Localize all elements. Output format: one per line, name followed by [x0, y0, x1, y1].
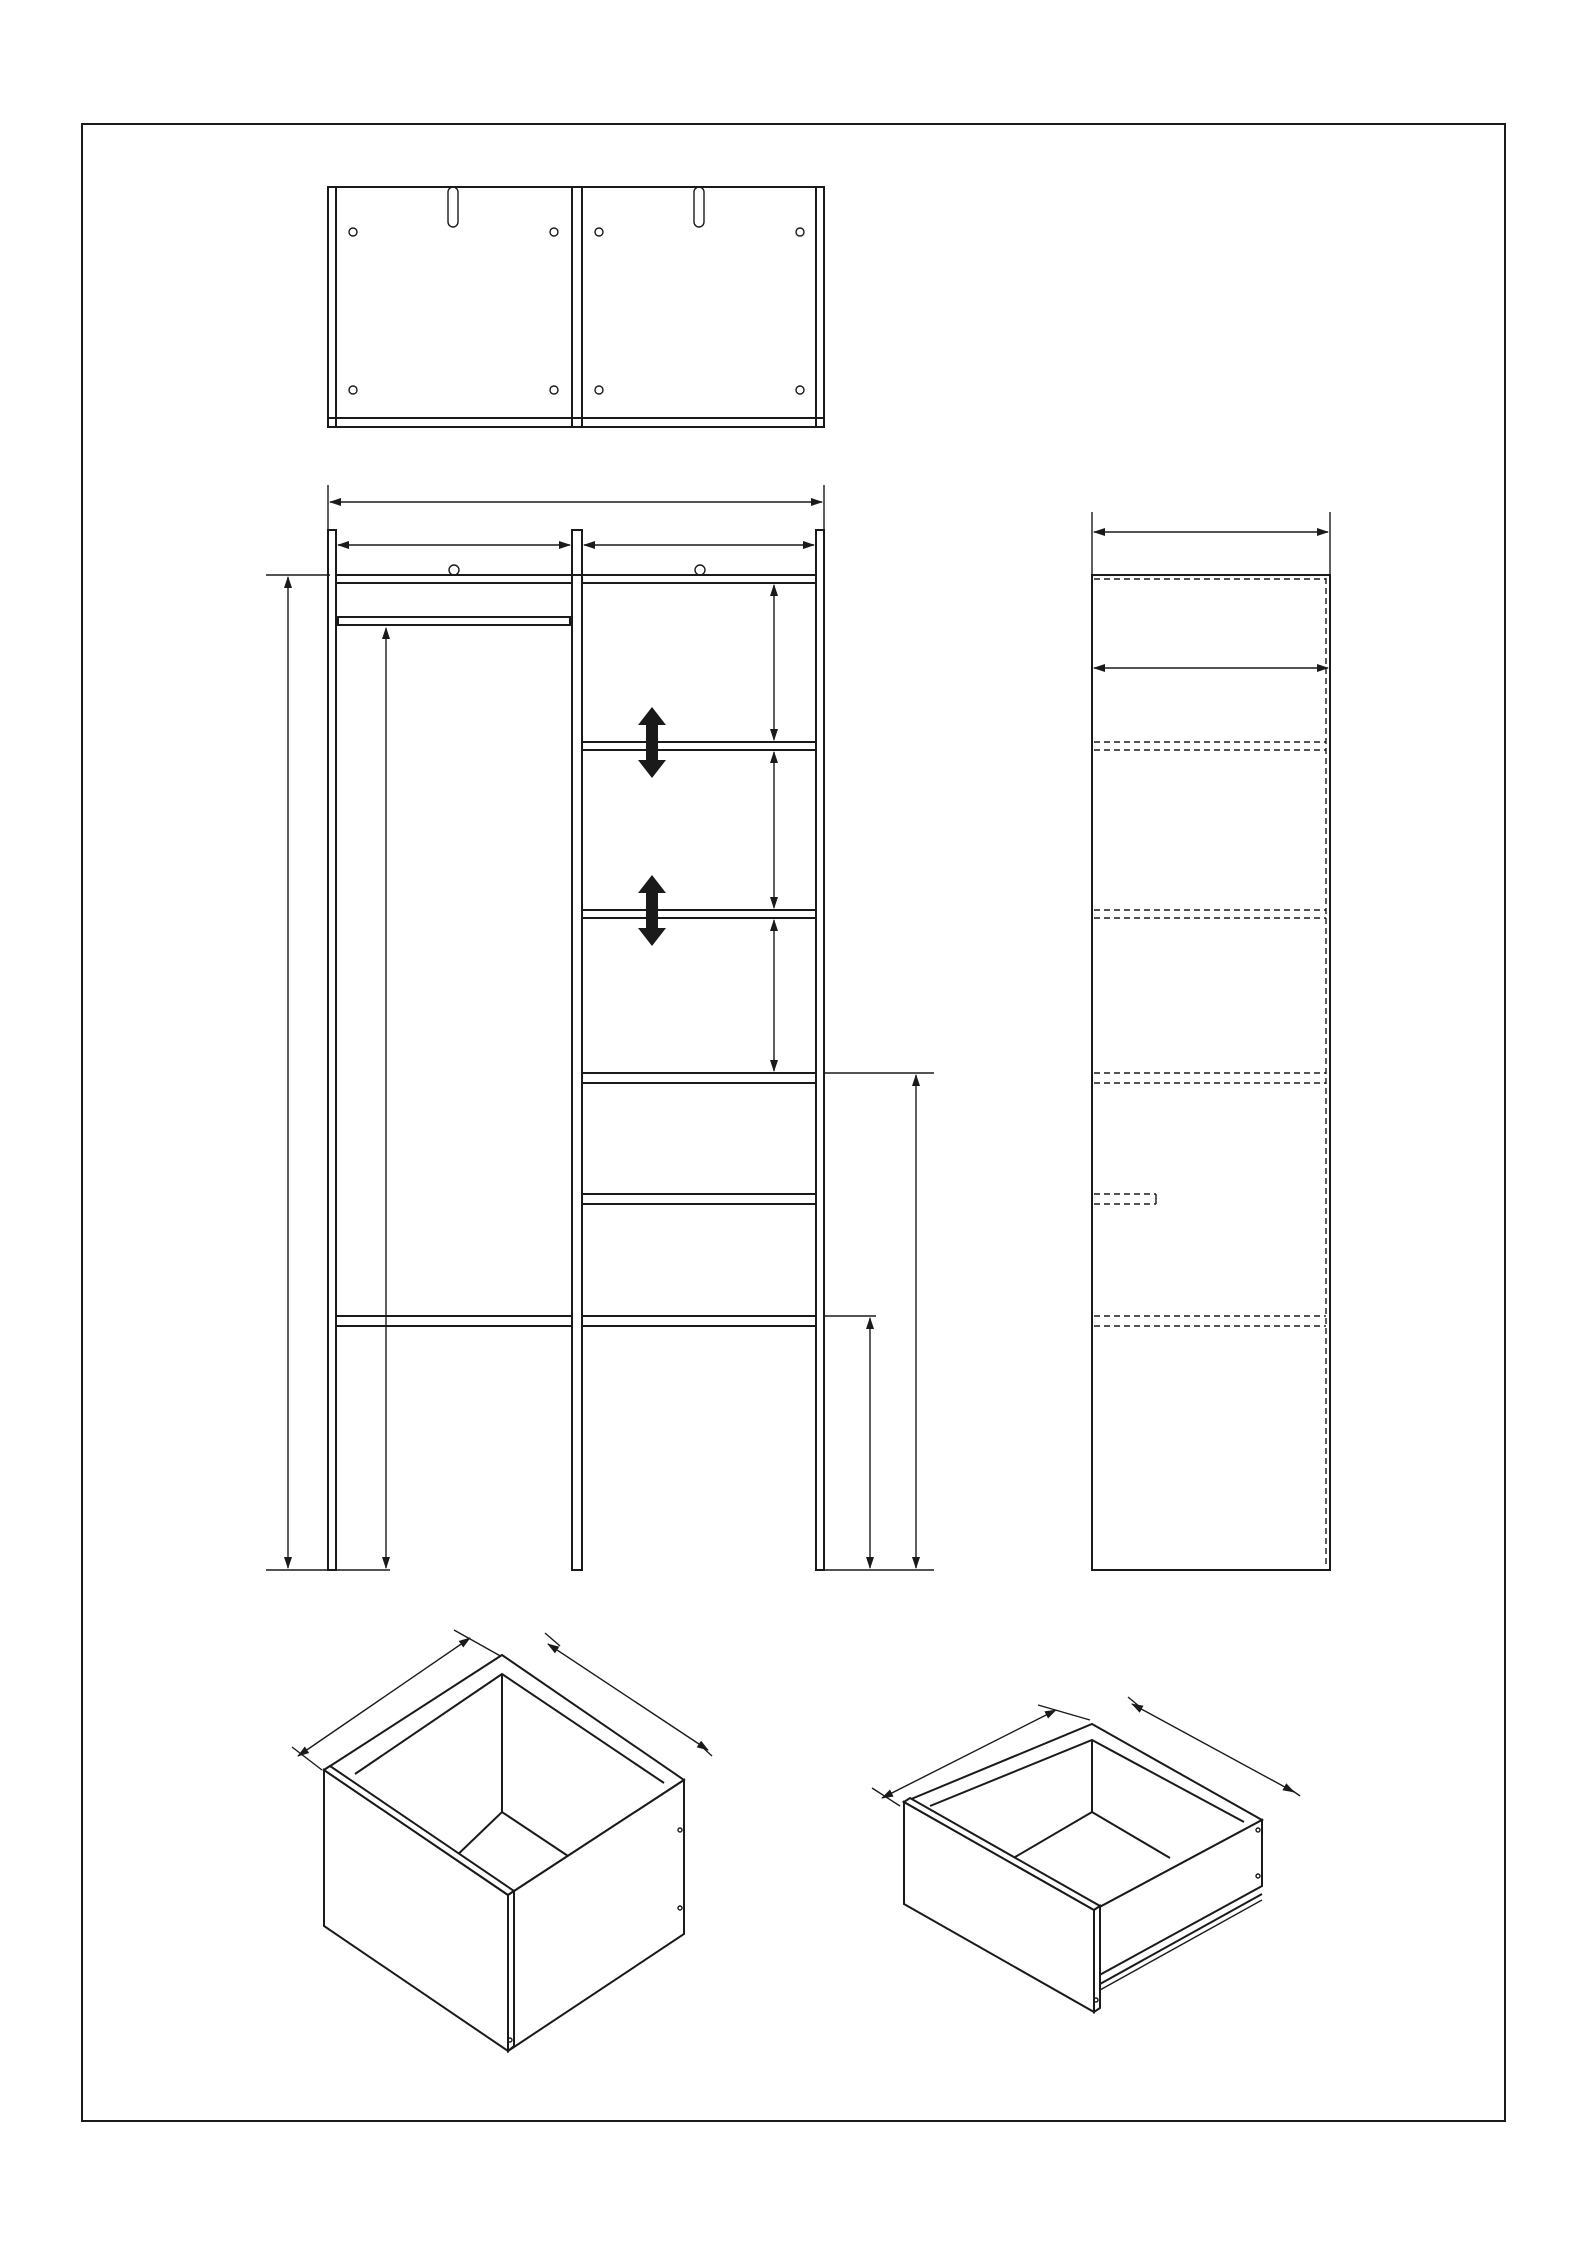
- fixed-shelf: [582, 1073, 816, 1083]
- bottom-shelf-left: [336, 1316, 572, 1326]
- page-border: [82, 124, 1505, 2121]
- small-drawer: [872, 1697, 1300, 2012]
- wall-bracket-icon: [694, 187, 704, 227]
- wall-bracket-icon: [695, 565, 705, 575]
- adjustable-shelf: [582, 742, 816, 750]
- large-drawer: [292, 1630, 712, 2051]
- fixed-shelf: [582, 1194, 816, 1204]
- wall-bracket-icon: [448, 187, 458, 227]
- side-view: [1092, 512, 1330, 1570]
- top-view: [328, 187, 824, 427]
- wall-bracket-icon: [449, 565, 459, 575]
- front-view: [266, 485, 934, 1570]
- bottom-shelf-right: [582, 1316, 816, 1326]
- hanging-rail: [338, 617, 570, 625]
- adjustable-shelf: [582, 910, 816, 918]
- screw-holes: [349, 228, 804, 394]
